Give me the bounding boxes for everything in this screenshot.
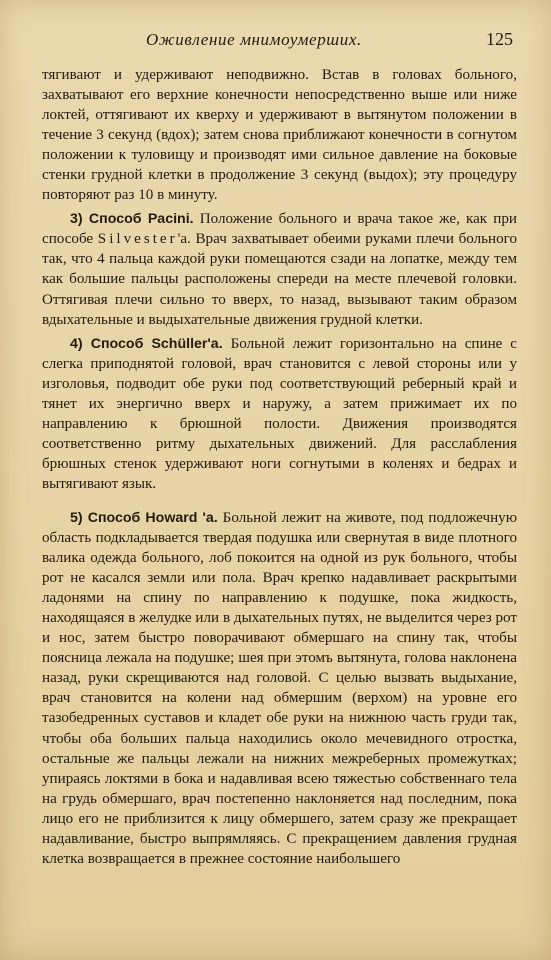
paragraph-pacini [42, 209, 517, 329]
method-heading-schuller: 4) Способ Schüller'а. [70, 335, 223, 352]
paragraph-text: Больной лежит на животе, под подложечную область подкладывается твердая подушка или свернутая в виде плотного валика одежда больного, лоб покоится на одной из рук больного, чтобы рот не касался земли или пола. Врач крепко надавливает раскрытыми ладонями на спину по направлению к подушке, пока жидкость, находящаяся в желудке или в дыхательных путях, не выделится через рот и нос, затем быстро поворачивают обмершаго на спину так, чтобы поясница лежала на подушке; шея при этомъ вытянута, голова наклонена назад, руки скрещиваются над головой. С целью вызвать выдыхание, врач становится на колени над обмершим (верхом) на уровне его тазобедренных суставов и кладет обе руки на нижнюю часть груди так, чтобы оба больших пальца находились около мечевидного отростка, остальные же пальцы лежали на нижних межреберных промежутках; упираясь локтями в бока и надавливая всею тяжестью собственнаго тела на грудь обмершаго, врач постепенно наклоняется над последним, пока лицо его не приблизится к лицу обмершего, затем сразу же прекращает надавливание, быстро выпрямляясь. С прекращением давления грудная клетка возвращается в прежнее состояние наибольшего [42, 509, 517, 867]
body-text [42, 65, 517, 869]
paragraph-text: Положение больного и врача такое же, как при способе [42, 211, 517, 248]
spaced-name-silvester: Silvester [97, 231, 178, 248]
paragraph-text: Больной лежит горизонтально на спине с слегка приподнятой головой, врач становится с левой стороны или у изголовья, подводит обе руки под соответствующий реберный край и тянет их энергично вверх и наружу, а затем прижимает их по направлению к брюшной полости. Движения производятся соответственно ритму дыхательных движений. Для расслабления брюшных стенок удерживают ноги согнутыми в коленях и бедрах и вытягивают язык. [42, 335, 517, 492]
method-heading-pacini: 3) Способ Pacini. [70, 211, 194, 228]
running-title: Оживление мнимоумерших. [146, 30, 362, 49]
page-number: 125 [486, 29, 513, 49]
paragraph-howard [42, 508, 517, 869]
paragraph-schuller [42, 334, 517, 494]
paragraph-text: 'а. Врач захватывает обеими руками плечи больного так, что 4 пальца каждой руки помещаются сзади на лопатке, между тем как большие пальцы расположены спереди на месте плечевой головки. Оттягивая плечи сильно то вверх, то назад, вызывают таким образом вдыхательные и выдыхательные движения грудной клетки. [42, 231, 517, 328]
paragraph-text: тягивают и удерживают неподвижно. Встав в головах больного, захватывают его верхние конечности непосредственно выше или ниже локтей, оттягивают их кверху и удерживают в вытянутом положении в течение 3 секунд (вдох); затем снова приближают конечности в согнутом положении к туловищу и производят ими сильное давление на боковые стенки грудной клетки в продолжение 3 секунд (выдох); эту процедуру повторяют раз 10 в минуту. [42, 67, 517, 204]
paragraph-continuation [42, 65, 517, 205]
method-heading-howard: 5) Способ Howard 'а. [70, 509, 218, 526]
